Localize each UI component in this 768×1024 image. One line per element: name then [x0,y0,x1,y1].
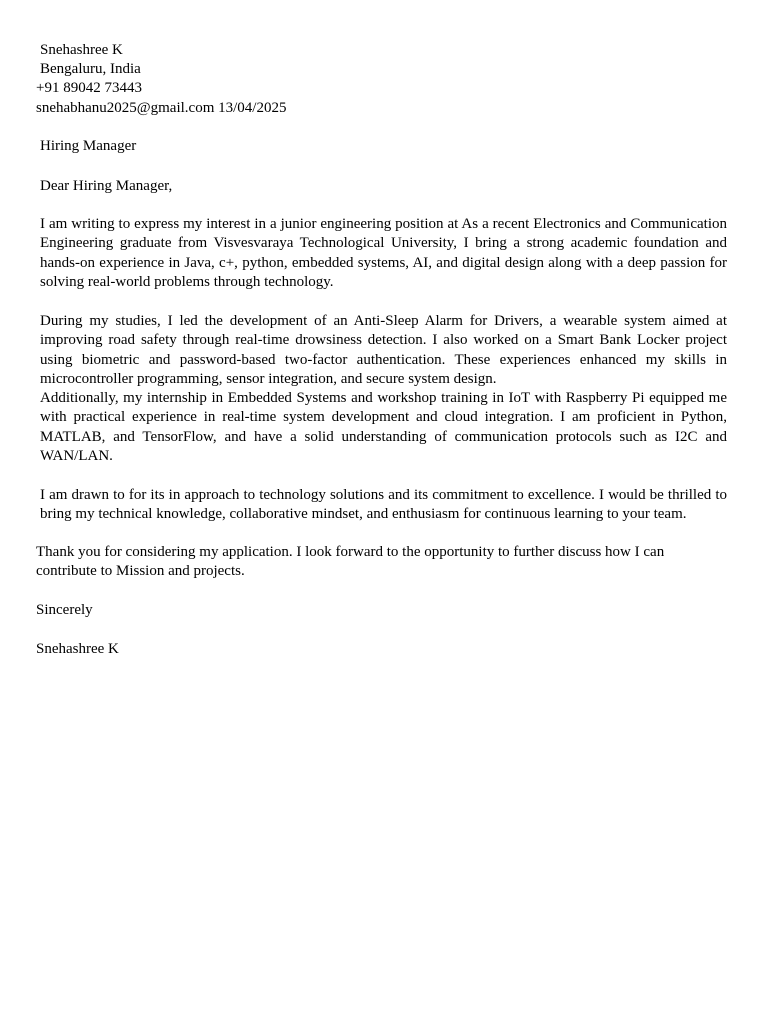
salutation: Dear Hiring Manager, [40,178,173,194]
sender-location: Bengaluru, India [40,61,141,77]
paragraph-intro: I am writing to express my interest in a junior engineering position at As a recent Electronics and Communication Engineering graduate from Visvesvaraya Technological University, I bring a strong academic foundation and hands-on experience in Java, c+, python, embedded systems, AI, and digital design along with a deep passion for solving real-world problems through technology. [40,216,727,291]
sender-name: Snehashree K [40,42,123,58]
paragraph-internship: Additionally, my internship in Embedded Systems and workshop training in IoT with Raspberry Pi equipped me with practical experience in real-time system development and cloud integration. I am proficient in Python, MATLAB, and TensorFlow, and have a solid understanding of communication protocols such as I2C and WAN/LAN. [40,390,727,465]
sender-phone: +91 89042 73443 [36,80,142,96]
recipient: Hiring Manager [40,138,137,154]
closing: Sincerely [36,602,93,618]
signature: Snehashree K [36,641,119,657]
paragraph-projects: During my studies, I led the development of an Anti-Sleep Alarm for Drivers, a wearable system aimed at improving road safety through real-time drowsiness detection. I also worked on a Smart Bank Locker project using biometric and password-based two-factor authentication. These experiences enhanced my skills in microcontroller programming, sensor integration, and secure system design. [40,313,727,388]
sender-email-date: snehabhanu2025@gmail.com 13/04/2025 [36,100,287,116]
paragraph-motivation: I am drawn to for its in approach to technology solutions and its commitment to excellence. I would be thrilled to bring my technical knowledge, collaborative mindset, and enthusiasm for continuous learning to your team. [40,487,727,523]
paragraph-thanks: Thank you for considering my application. I look forward to the opportunity to further discuss how I can contribute to Mission and projects. [36,544,665,580]
